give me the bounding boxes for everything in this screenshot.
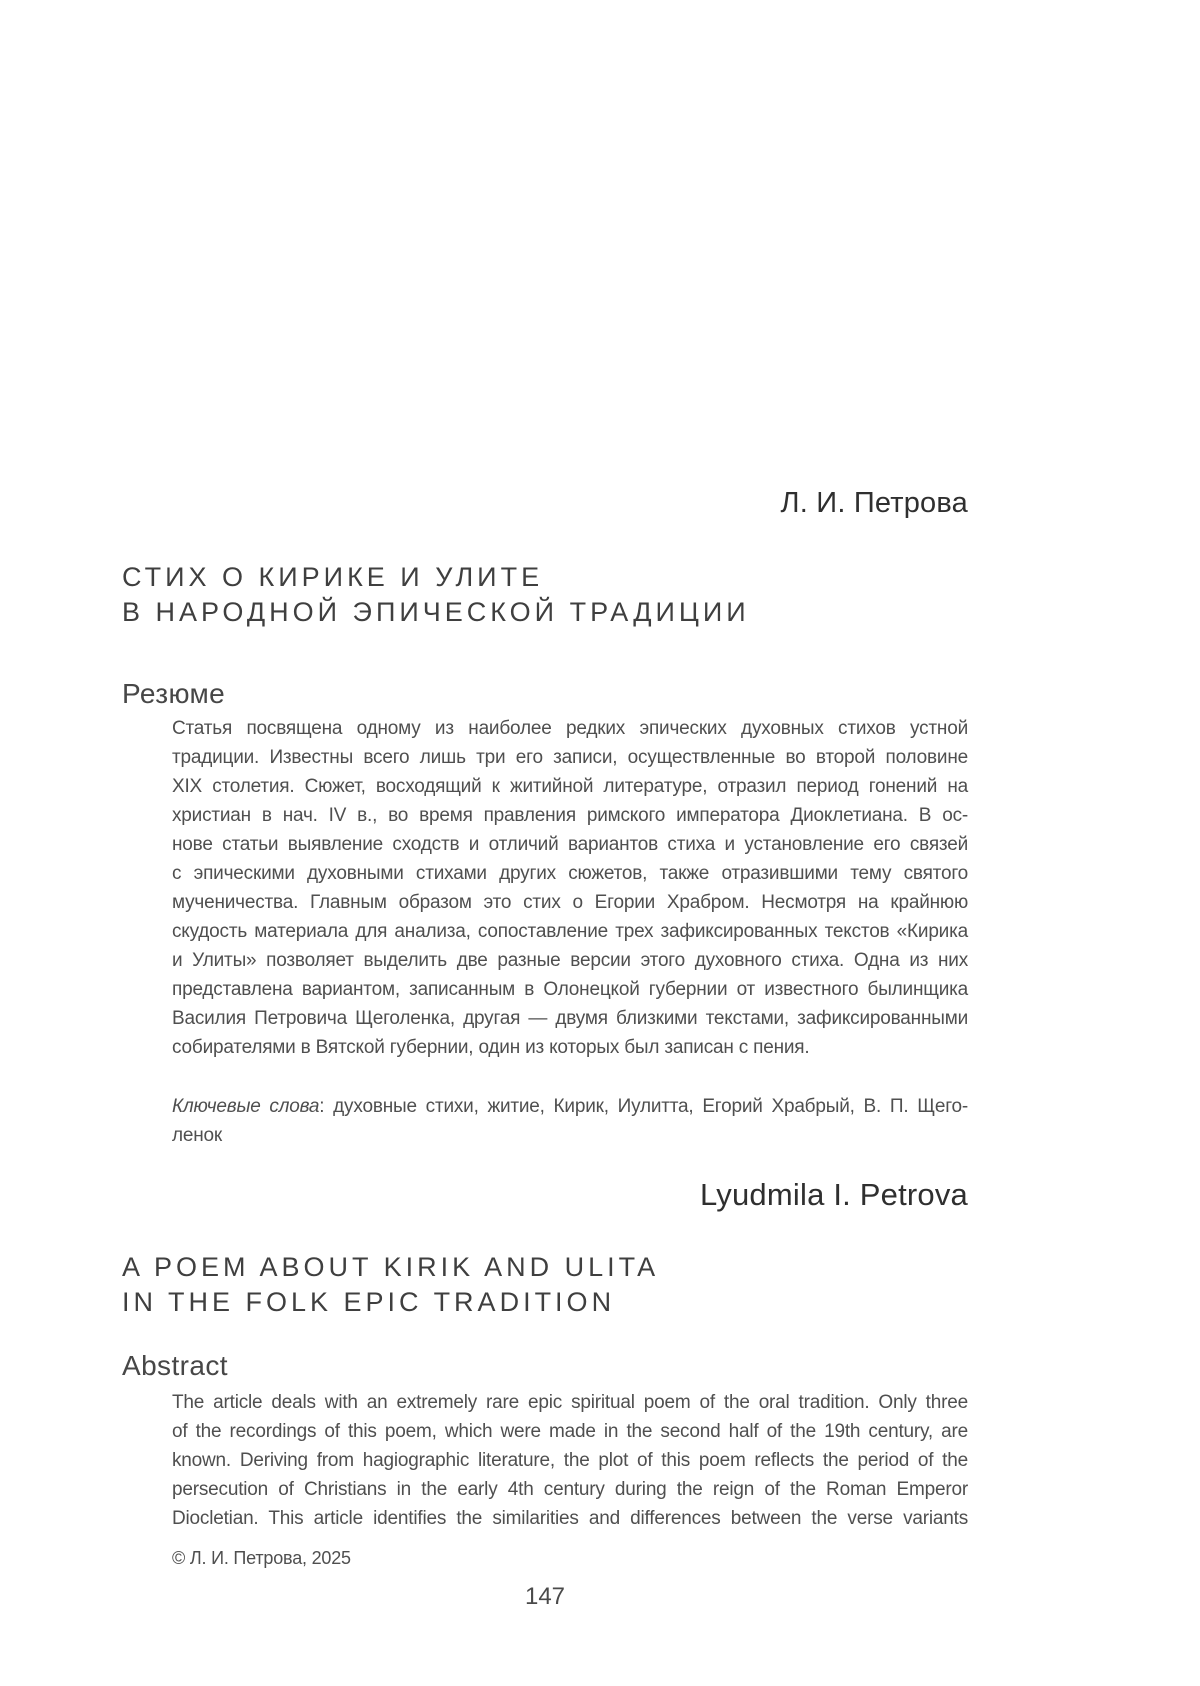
author-name-ru: Л. И. Петрова: [780, 487, 968, 519]
text-line: Василия Петровича Щеголенка, другая — двумя близкими текстами, зафиксированными: [172, 1008, 968, 1029]
text-line: Статья посвящена одному из наиболее редких эпических духовных стихов устной: [172, 718, 968, 739]
text-line: A POEM ABOUT KIRIK AND ULITA: [122, 1252, 660, 1282]
text-line: Diocletian. This article identifies the similarities and differences between the verse variants: [172, 1508, 968, 1529]
text-line: СТИХ О КИРИКЕ И УЛИТЕ: [122, 562, 544, 592]
keywords-text: : духовные стихи, житие, Кирик, Иулитта, Егорий Храбрый, В. П. Щего-: [319, 1096, 968, 1117]
copyright-notice: © Л. И. Петрова, 2025: [172, 1548, 351, 1568]
text-line: IN THE FOLK EPIC TRADITION: [122, 1287, 616, 1317]
text-line: и Улиты» позволяет выделить две разные версии этого духовного стиха. Одна из них: [172, 950, 968, 971]
text-line: с эпическими духовными стихами других сюжетов, также отразившими тему святого: [172, 863, 968, 884]
article-title-ru: [122, 560, 750, 630]
text-line: скудость материала для анализа, сопоставление трех зафиксированных текстов «Кирика: [172, 921, 968, 942]
text-line: В НАРОДНОЙ ЭПИЧЕСКОЙ ТРАДИЦИИ: [122, 597, 750, 627]
keywords-overflow-line: ленок: [172, 1125, 223, 1146]
text-line: of the recordings of this poem, which were made in the second half of the 19th century, are: [172, 1421, 968, 1442]
author-name-en: Lyudmila I. Petrova: [700, 1177, 968, 1212]
article-title-en: [122, 1250, 659, 1320]
text-line: представлена вариантом, записанным в Олонецкой губернии от известного былинщика: [172, 979, 968, 1000]
page-number: 147: [524, 1583, 566, 1610]
text-line: persecution of Christians in the early 4th century during the reign of the Roman Emperor: [172, 1479, 968, 1500]
text-line: христиан в нач. IV в., во время правления римского императора Диоклетиана. В ос-: [172, 805, 968, 826]
abstract-ru: [172, 714, 968, 1062]
text-line: нове статьи выявление сходств и отличий вариантов стиха и установление его связей: [172, 834, 968, 855]
keywords-label: Ключевые слова: [172, 1096, 320, 1117]
text-line: традиции. Известны всего лишь три его записи, осуществленные во второй половине: [172, 747, 968, 768]
abstract-en: [172, 1388, 968, 1533]
text-line: XIX столетия. Сюжет, восходящий к житийной литературе, отразил период гонений на: [172, 776, 968, 797]
keywords-line: [172, 1092, 968, 1121]
keywords-ru: [172, 1092, 968, 1150]
text-line: мученичества. Главным образом это стих о Егории Храбром. Несмотря на крайнюю: [172, 892, 968, 913]
text-line: The article deals with an extremely rare epic spiritual poem of the oral tradition. Only three: [172, 1392, 968, 1413]
section-heading-abstract: Abstract: [122, 1350, 228, 1381]
text-line: собирателями в Вятской губернии, один из которых был записан с пения.: [172, 1037, 810, 1058]
text-line: known. Deriving from hagiographic literature, the plot of this poem reflects the period of the: [172, 1450, 968, 1471]
section-heading-resume: Резюме: [122, 678, 226, 709]
